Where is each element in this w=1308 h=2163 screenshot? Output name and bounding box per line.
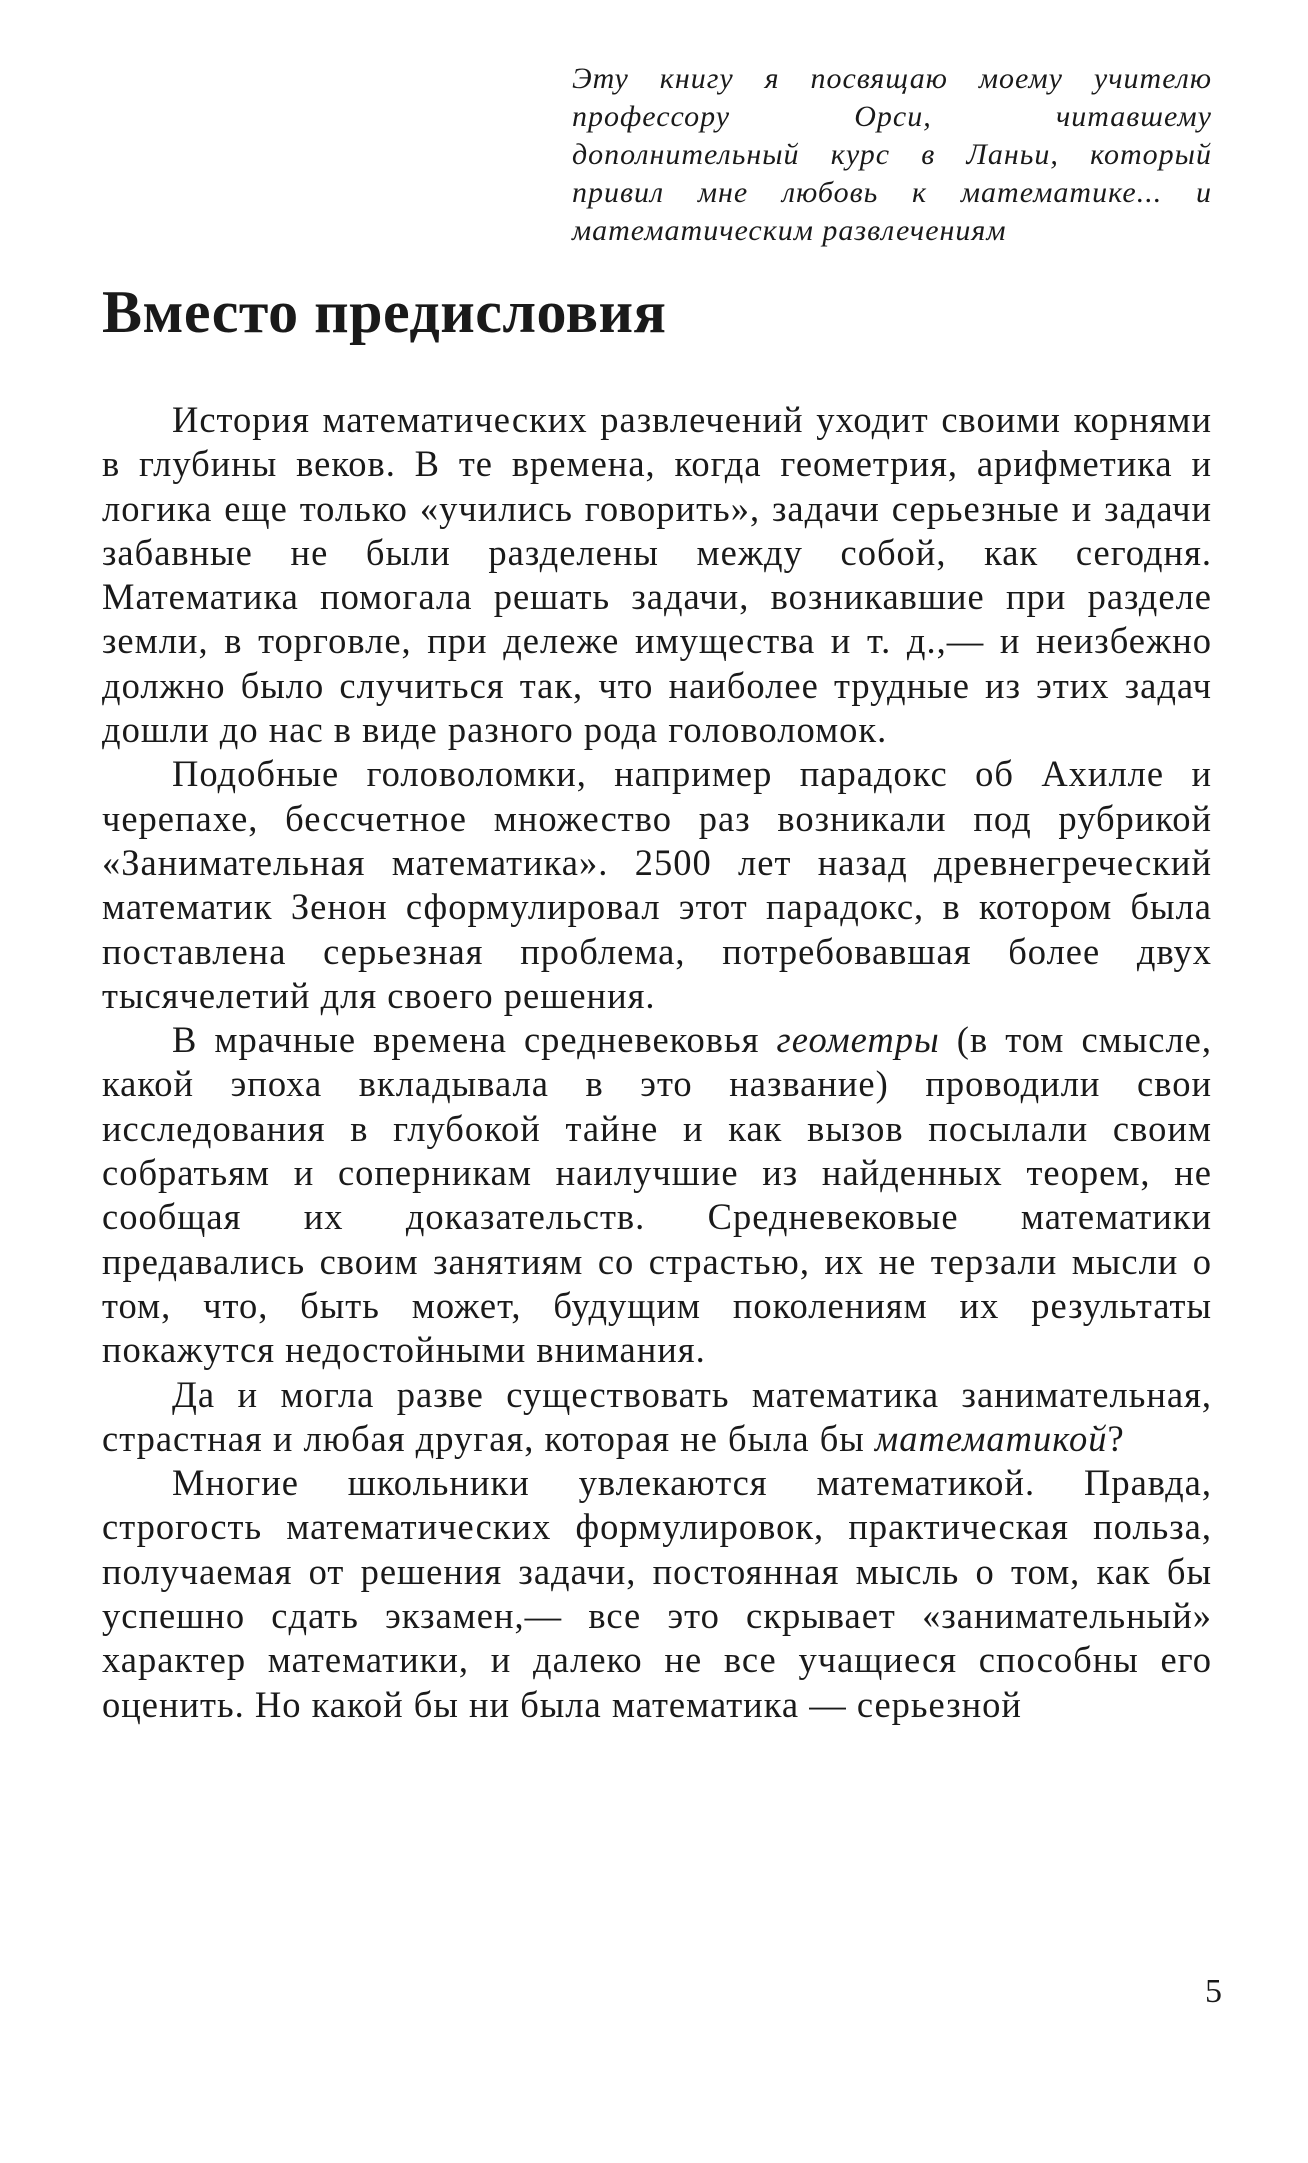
emphasized-term: математикой bbox=[874, 1417, 1108, 1459]
body-text bbox=[102, 398, 1212, 1727]
paragraph-text: Да и могла разве существовать математика занимательная, страстная и любая другая, которая не была бы bbox=[102, 1373, 1212, 1459]
paragraph-text: (в том смысле, какой эпоха вкладывала в это название) проводили свои исследования в глубокой тайне и как вызов посылали своим собратьям и соперникам наилучшие из найденных теорем, не сообщая их доказательств. Средневековые математики предавались своим занятиям со страстью, их не терзали мысли о том, что, быть может, будущим поколениям их результаты покажутся недостойными внимания. bbox=[102, 1019, 1212, 1371]
paragraph-text: В мрачные времена средневековья bbox=[172, 1019, 777, 1061]
paragraph: Подобные головоломки, например парадокс об Ахилле и черепахе, бессчетное множество раз возникали под рубрикой «Занимательная математика». 2500 лет назад древнегреческий математик Зенон сформулировал этот парадокс, в котором была поставлена серьезная проблема, потребовавшая более двух тысячелетий для своего решения. bbox=[102, 753, 1212, 1016]
paragraph: История математических развлечений уходит своими корнями в глубины веков. В те времена, когда геометрия, арифметика и логика еще только «учились говорить», задачи серьезные и задачи забавные не были разделены между собой, как сегодня. Математика помогала решать задачи, возникавшие при разделе земли, в торговле, при дележе имущества и т. д.,— и неизбежно должно было случиться так, что наиболее трудные из этих задач дошли до нас в виде разного рода головоломок. bbox=[102, 399, 1212, 751]
paragraph-text: ? bbox=[1107, 1417, 1125, 1459]
page-number: 5 bbox=[1205, 1973, 1222, 2010]
paragraph bbox=[102, 1018, 1212, 1372]
paragraph bbox=[102, 1373, 1212, 1462]
book-page bbox=[102, 60, 1212, 1727]
emphasized-term: геометры bbox=[776, 1019, 940, 1061]
epigraph: Эту книгу я посвящаю моему учителю профессору Орси, читавшему дополнительный курс в Ланьи, который привил мне любовь к математике... и математическим развлечениям bbox=[572, 62, 1212, 247]
chapter-heading: Вместо предисловия bbox=[102, 279, 667, 345]
paragraph: Многие школьники увлекаются математикой. Правда, строгость математических формулировок, практическая польза, получаемая от решения задачи, постоянная мысль о том, как бы успешно сдать экзамен,— все это скрывает «занимательный» характер математики, и далеко не все учащиеся способны его оценить. Но какой бы ни была математика — серьезной bbox=[102, 1462, 1212, 1725]
